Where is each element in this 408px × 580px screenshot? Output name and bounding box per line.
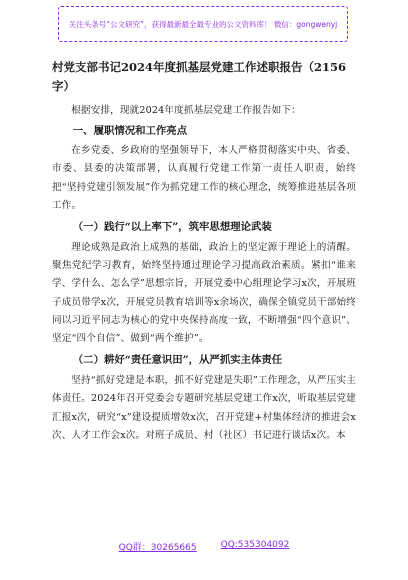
intro-paragraph: 根据安排，现就2024年度抓基层党建工作报告如下： [71, 105, 301, 116]
subsection-2-heading: （二）耕好“责任意识田”，从严抓实主体责任 [72, 354, 283, 367]
promo-banner [58, 6, 348, 42]
subsection-1-paragraph: 理论成熟是政治上成熟的基础，政治上的坚定源于理论上的清醒。聚焦党纪学习教育，始终坚持通过理论学习提高政治素质。紧扣“谁来学、学什么、怎么学”思想宗旨，开展党委中心组理论学习x次，开展班子成员带学x次，开展党员教育培训等x余场次，确保全镇党员干部始终同以习近平同志为核心的党中央保持高度一致，不断增强“四个意识”、坚定“四个自信”、做到“两个维护”。 [52, 242, 356, 345]
qq-group-link[interactable]: QQ群：30265665 [118, 543, 197, 553]
document-title: 村党支部书记2024年度抓基层党建工作述职报告（2156字） [52, 60, 347, 93]
contact-footer [0, 540, 408, 553]
document-body [52, 58, 356, 445]
section-1-heading: 一、履职情况和工作亮点 [72, 125, 188, 138]
section-1-paragraph: 在乡党委、乡政府的坚强领导下，本人严格贯彻落实中央、省委、市委、县委的决策部署，认真履行党建工作第一责任人职责，始终把“坚持党建引领发展”作为抓党建工作的核心理念，统筹推进基层各项工作。 [52, 145, 356, 211]
subsection-2-paragraph: 坚持“抓好党建是本职，抓不好党建是失职”工作理念，从严压实主体责任。2024年召开党委会专题研究基层党建工作x次，听取基层党建汇报x次，研究“x”建设提质增效x次，召开党建+村集体经济的推进会x次、人才工作会x次。对班子成员、村（社区）书记进行谈话x次。本 [52, 375, 356, 441]
qq-link[interactable]: QQ:535304092 [220, 540, 290, 550]
promo-banner-text: 关注头条号“公文研究”，获得最新最全最专业的公文资料库！ 微信：gongwenyj [68, 19, 338, 29]
subsection-1-heading: （一）践行“以上率下”，筑牢思想理论武装 [72, 221, 272, 234]
